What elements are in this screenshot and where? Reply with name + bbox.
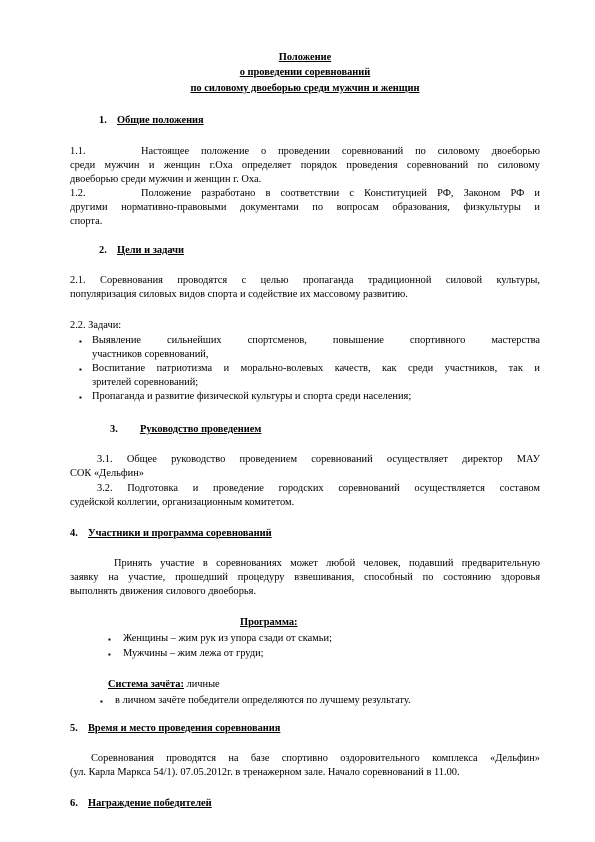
clause-3-2-line1: 3.2. Подготовка и проведение городских соревнований осуществляется составом <box>97 483 540 494</box>
clause-3-1-line2: СОК «Дельфин» <box>70 468 144 479</box>
bullet-icon: ▪ <box>108 635 111 644</box>
program-heading: Программа: <box>240 617 298 628</box>
section-2-heading: Цели и задачи <box>117 245 184 256</box>
doc-title-line3: по силовому двоеборью среди мужчин и женщин <box>190 83 420 94</box>
task-2-line2: зрителей соревнований; <box>92 377 199 388</box>
doc-title-line1: Положение <box>278 52 332 63</box>
bullet-icon: ▪ <box>79 337 82 346</box>
clause-1-2-line3: спорта. <box>70 216 103 227</box>
bullet-icon: ▪ <box>79 365 82 374</box>
clause-2-1-line1: 2.1. Соревнования проводятся с целью пропаганда традиционной силовой культуры, <box>70 275 540 286</box>
section-3-heading: Руководство проведением <box>140 424 262 435</box>
section-5-number: 5. <box>70 723 78 734</box>
bullet-icon: ▪ <box>79 393 82 402</box>
clause-3-2-line2: судейской коллегии, организационным комитетом. <box>70 497 295 508</box>
clause-3-1-line1: 3.1. Общее руководство проведением соревнований осуществляет директор МАУ <box>97 454 540 465</box>
venue-line2: (ул. Карла Маркса 54/1). 07.05.2012г. в тренажерном зале. Начало соревнований в 11.00. <box>70 767 460 778</box>
program-item-women: Женщины – жим рук из упора сзади от скамьи; <box>123 633 332 644</box>
bullet-icon: ▪ <box>108 650 111 659</box>
clause-1-2-number: 1.2. <box>70 188 86 199</box>
clause-1-1-number: 1.1. <box>70 146 86 157</box>
section-1-number: 1. <box>99 115 107 126</box>
section-4-number: 4. <box>70 528 78 539</box>
section-6-heading: Награждение победителей <box>88 798 212 809</box>
clause-2-1-line2: популяризация силовых видов спорта и содействие их массовому развитию. <box>70 289 408 300</box>
participants-line3: выполнять движения силового двоеборья. <box>70 586 257 597</box>
task-2-line1: Воспитание патриотизма и морально-волевых качеств, как среди участников, так и <box>92 363 540 374</box>
program-item-men: Мужчины – жим лежа от груди; <box>123 648 264 659</box>
clause-1-1-line1: Настоящее положение о проведении соревнований по силовому двоеборью <box>141 146 540 157</box>
scoring-rule: в личном зачёте победители определяются по лучшему результату. <box>115 695 411 706</box>
scoring-system-value: личные <box>183 679 220 690</box>
clause-2-2: 2.2. Задачи: <box>70 320 122 331</box>
scoring-system <box>108 678 220 692</box>
section-4-heading: Участники и программа соревнований <box>88 528 272 539</box>
clause-1-2-line1: Положение разработано в соответствии с Конституцией РФ, Законом РФ и <box>141 188 540 199</box>
section-6-number: 6. <box>70 798 78 809</box>
scoring-system-label: Система зачёта: <box>108 679 184 690</box>
doc-title-line2: о проведении соревнований <box>239 67 371 78</box>
participants-line1: Принять участие в соревнованиях может любой человек, подавший предварительную <box>114 558 540 569</box>
clause-1-2-line2: другими нормативно-правовыми документами по вопросам образования, физкультуры и <box>70 202 540 213</box>
task-3: Пропаганда и развитие физической культуры и спорта среди населения; <box>92 391 412 402</box>
section-3-number: 3. <box>110 424 118 435</box>
clause-1-1-line3: двоеборью среди мужчин и женщин г. Оха. <box>70 174 262 185</box>
task-1-line1: Выявление сильнейших спортсменов, повышение спортивного мастерства <box>92 335 540 346</box>
clause-1-1-line2: среди мужчин и женщин г.Оха определяет порядок проведения соревнований по силовому <box>70 160 540 171</box>
task-1-line2: участников соревнований, <box>92 349 209 360</box>
section-2-number: 2. <box>99 245 107 256</box>
participants-line2: заявку на участие, прошедший процедуру взвешивания, способный по состоянию здоровья <box>70 572 540 583</box>
venue-line1: Соревнования проводятся на базе спортивно оздоровительного комплекса «Дельфин» <box>91 753 540 764</box>
section-1-heading: Общие положения <box>117 115 204 126</box>
section-5-heading: Время и место проведения соревнования <box>88 723 281 734</box>
bullet-icon: ▪ <box>100 697 103 706</box>
